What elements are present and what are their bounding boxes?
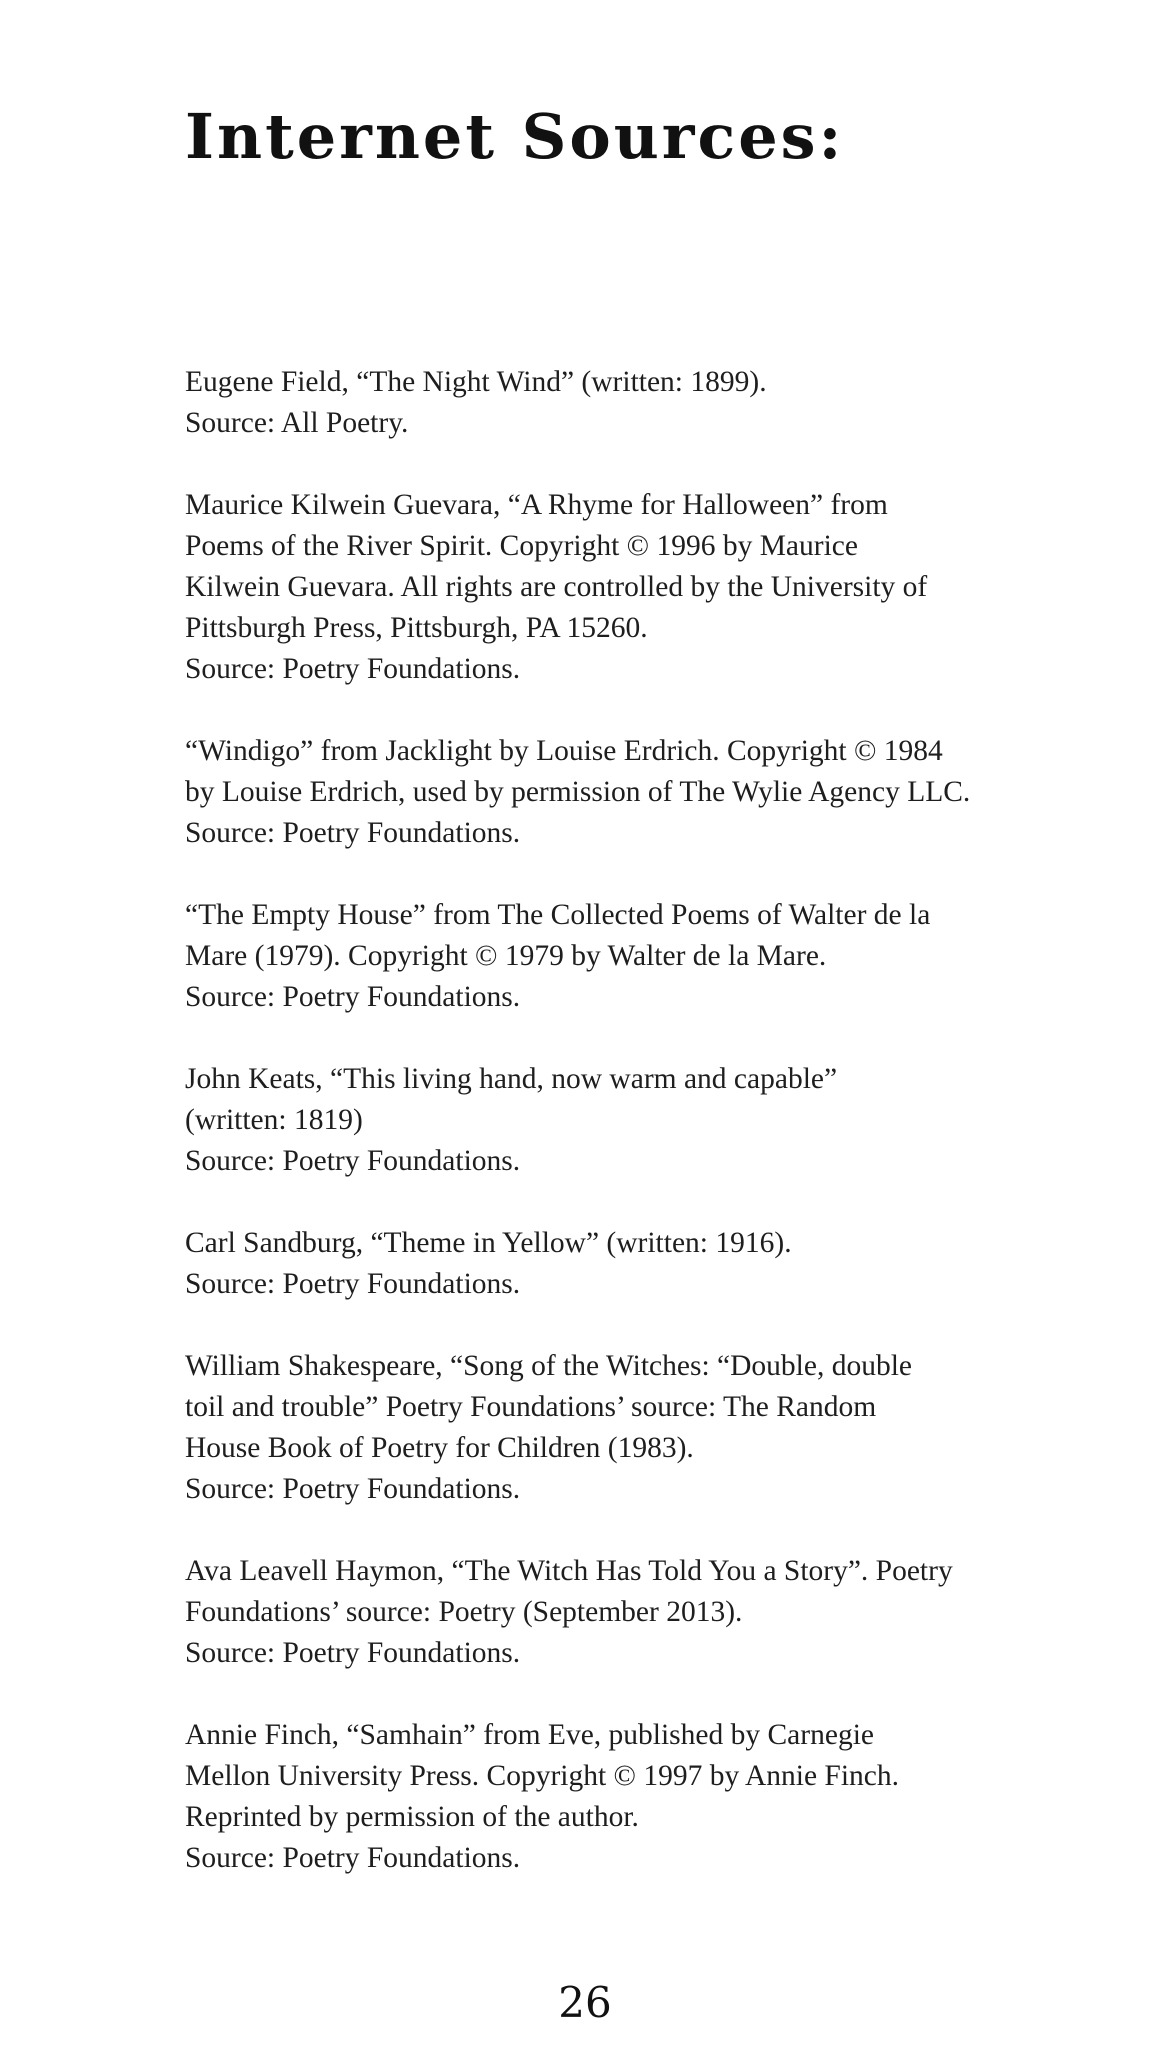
source-entry-line: Foundations’ source: Poetry (September 2013). — [185, 1596, 743, 1628]
source-entry-line: Source: Poetry Foundations. — [185, 1473, 521, 1505]
source-entry-line: Pittsburgh Press, Pittsburgh, PA 15260. — [185, 612, 648, 644]
source-entry-line: toil and trouble” Poetry Foundations’ source: The Random — [185, 1391, 877, 1423]
source-entry-line: Source: Poetry Foundations. — [185, 817, 521, 849]
source-entry-line: “Windigo” from Jacklight by Louise Erdrich. Copyright © 1984 — [185, 735, 943, 767]
source-entry-line: Ava Leavell Haymon, “The Witch Has Told You a Story”. Poetry — [185, 1555, 953, 1587]
source-entry-line: Poems of the River Spirit. Copyright © 1996 by Maurice — [185, 530, 858, 562]
source-entry-line: “The Empty House” from The Collected Poems of Walter de la — [185, 899, 931, 931]
source-entry — [185, 1059, 1065, 1182]
source-entry-line: by Louise Erdrich, used by permission of The Wylie Agency LLC. — [185, 776, 971, 808]
source-entry-line: Source: Poetry Foundations. — [185, 1268, 521, 1300]
source-entry-line: Source: Poetry Foundations. — [185, 981, 521, 1013]
source-entry-line: Source: Poetry Foundations. — [185, 1637, 521, 1669]
source-entry-line: Mellon University Press. Copyright © 1997 by Annie Finch. — [185, 1760, 900, 1792]
source-entry-line: Eugene Field, “The Night Wind” (written: 1899). — [185, 366, 767, 398]
source-entry-line: House Book of Poetry for Children (1983). — [185, 1432, 694, 1464]
source-entry-line: Maurice Kilwein Guevara, “A Rhyme for Halloween” from — [185, 489, 888, 521]
source-entry — [185, 1715, 1065, 1879]
source-entry — [185, 1223, 1065, 1305]
source-entry — [185, 895, 1065, 1018]
source-entry-line: John Keats, “This living hand, now warm and capable” — [185, 1063, 838, 1095]
source-entry — [185, 485, 1065, 690]
source-entry-line: Mare (1979). Copyright © 1979 by Walter de la Mare. — [185, 940, 827, 972]
source-entry-line: Kilwein Guevara. All rights are controlled by the University of — [185, 571, 928, 603]
source-entry — [185, 1551, 1065, 1674]
source-entry-line: Carl Sandburg, “Theme in Yellow” (written: 1916). — [185, 1227, 792, 1259]
source-entry-line: (written: 1819) — [185, 1104, 363, 1136]
source-entry-line: Source: Poetry Foundations. — [185, 653, 521, 685]
source-entry — [185, 731, 1065, 854]
source-entry — [185, 1346, 1065, 1510]
page-title: Internet Sources: — [185, 100, 845, 173]
source-list — [185, 362, 1065, 1920]
source-entry-line: Source: All Poetry. — [185, 407, 409, 439]
source-entry-line: Reprinted by permission of the author. — [185, 1801, 639, 1833]
source-entry-line: Source: Poetry Foundations. — [185, 1842, 521, 1874]
page-number: 26 — [558, 1978, 612, 2027]
source-entry-line: Source: Poetry Foundations. — [185, 1145, 521, 1177]
source-entry-line: William Shakespeare, “Song of the Witches: “Double, double — [185, 1350, 913, 1382]
source-entry — [185, 362, 1065, 444]
source-entry-line: Annie Finch, “Samhain” from Eve, published by Carnegie — [185, 1719, 874, 1751]
